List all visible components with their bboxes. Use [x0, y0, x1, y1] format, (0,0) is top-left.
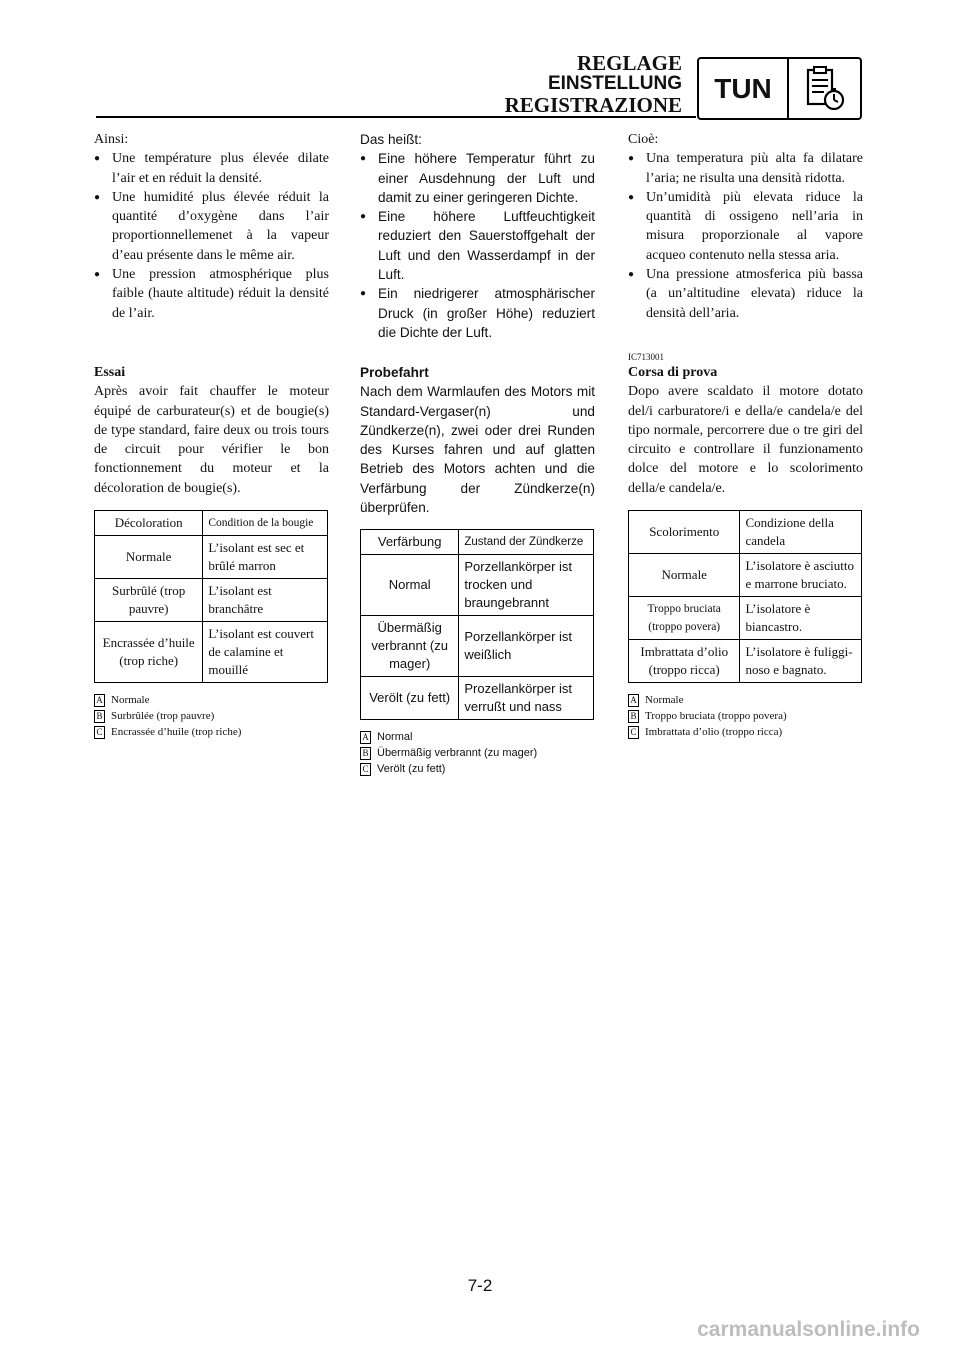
header-titles: [505, 52, 682, 116]
table-header: Scolorimento: [629, 511, 740, 554]
table-header-row: [95, 511, 328, 536]
note-text: Übermäßig verbrannt (zu mager): [377, 747, 538, 760]
fr-intro: Ainsi:: [94, 132, 129, 147]
de-bullet: ● Eine höhere Luftfeuchtigkeit reduziert den Sauerstoffgehalt der Luft und den Wasserdampf in der Luft.: [360, 207, 595, 284]
table-cell: Porzellankörper ist trocken und braungebrannt: [459, 555, 594, 616]
note-item: [360, 729, 595, 745]
note-label: A: [94, 694, 105, 707]
it-bullet: ● Un’umidità più elevata riduce la quantità di ossigeno nell’aria in misura proporzionale al vapore acqueo contenuto nella stessa aria.: [628, 188, 863, 265]
it-intro-block: [628, 130, 863, 323]
table-header: Zustand der Zündkerze: [459, 530, 594, 555]
table-row: [95, 579, 328, 622]
it-bullet: ● Una pressione atmosferica più bassa (a un’altitudine elevata) riduce la densità dell’aria.: [628, 265, 863, 323]
it-spark-plug-table: [628, 510, 862, 683]
fr-paragraph: Après avoir fait chauffer le moteur équipé de carburateur(s) et de bougie(s) de type standard, faire deux ou trois tours de circuit pour vérifier le bon fonctionnement du moteur et la décoloration de bougie(s).: [94, 384, 329, 496]
page-number: 7-2: [467, 1276, 493, 1295]
de-notes: [360, 729, 595, 777]
table-cell: L’isolatore è fuliggi-noso e bagnato.: [740, 640, 862, 683]
table-cell: Imbrattata d’olio (troppo ricca): [629, 640, 740, 683]
note-text: Normale: [111, 694, 150, 707]
de-paragraph: Nach dem Warmlaufen des Motors mit Standard-Vergaser(n) und Zündkerze(n), zwei oder drei Runden des Kurses fahren und auf glatten Betrieb des Motors achten und die Verfärbung der Zündkerze(n) überprüfen.: [360, 384, 595, 516]
table-cell: Encrassée d’huile (trop riche): [95, 622, 203, 683]
table-header-row: [629, 511, 862, 554]
watermark: carmanualsonline.info: [697, 1318, 920, 1341]
note-item: [628, 708, 863, 724]
note-label: C: [628, 726, 639, 739]
de-section-code: [360, 348, 595, 360]
fr-test-block: [94, 348, 329, 740]
it-bullet-list: [628, 149, 863, 323]
title-fr: REGLAGE: [576, 51, 682, 75]
note-text: Surbrûlée (trop pauvre): [111, 710, 215, 723]
table-row: [629, 640, 862, 683]
fr-bullet: ● Une température plus élevée dilate l’air et en réduit la densité.: [94, 149, 329, 188]
note-item: [628, 692, 863, 708]
fr-spark-plug-table: [94, 510, 328, 683]
table-cell: Troppo bruciata (troppo povera): [629, 597, 740, 640]
table-row: [629, 554, 862, 597]
de-spark-plug-table: [360, 529, 594, 720]
it-bullet: ● Una temperatura più alta fa dilatare l’aria; ne risulta una densità ridotta.: [628, 149, 863, 188]
note-item: [94, 724, 329, 740]
it-heading: Corsa di prova: [628, 365, 718, 380]
table-header: Condizione della candela: [740, 511, 862, 554]
note-item: [628, 724, 863, 740]
note-item: [94, 708, 329, 724]
table-row: [361, 555, 594, 616]
fr-notes: [94, 692, 329, 740]
fr-bullet-list: [94, 149, 329, 323]
table-header: Verfärbung: [361, 530, 459, 555]
table-cell: L’isolant est couvert de calamine et mouillé: [203, 622, 328, 683]
note-item: [94, 692, 329, 708]
note-label: A: [360, 731, 371, 744]
de-test-block: [360, 348, 595, 777]
note-label: A: [628, 694, 639, 707]
stopwatch-clipboard-icon: [789, 59, 860, 118]
section-badge: [697, 57, 862, 120]
table-cell: L’isolatore è biancastro.: [740, 597, 862, 640]
table-row: [361, 677, 594, 720]
table-cell: Normale: [95, 536, 203, 579]
fr-heading: Essai: [94, 365, 126, 380]
note-text: Encrassée d’huile (trop riche): [111, 726, 242, 739]
it-section-code: IC713001: [628, 352, 664, 362]
fr-bullet: ● Une pression atmosphérique plus faible (haute altitude) réduit la densité de l’air.: [94, 265, 329, 323]
table-row: [95, 622, 328, 683]
de-bullet-list: [360, 149, 595, 342]
note-item: [360, 745, 595, 761]
it-notes: [628, 692, 863, 740]
title-de: EINSTELLUNG: [547, 73, 682, 95]
note-label: C: [360, 763, 371, 776]
note-label: C: [94, 726, 105, 739]
note-item: [360, 761, 595, 777]
table-cell: Porzellankörper ist weißlich: [459, 616, 594, 677]
fr-intro-block: [94, 130, 329, 323]
table-cell: Surbrûlé (trop pauvre): [95, 579, 203, 622]
table-cell: L’isolant est branchâtre: [203, 579, 328, 622]
table-row: [95, 536, 328, 579]
de-intro-block: [360, 130, 595, 342]
note-text: Verölt (zu fett): [377, 763, 446, 776]
de-bullet: ● Ein niedrigerer atmosphärischer Druck (in großer Höhe) reduziert die Dichte der Luft.: [360, 284, 595, 342]
section-code: TUN: [699, 59, 789, 118]
de-bullet: ● Eine höhere Temperatur führt zu einer Ausdehnung der Luft und damit zu einer geringeren Dichte.: [360, 149, 595, 207]
table-cell: Übermäßig verbrannt (zu mager): [361, 616, 459, 677]
de-heading: Probefahrt: [360, 365, 429, 380]
header-rule: [96, 116, 696, 118]
table-header: Condition de la bougie: [203, 511, 328, 536]
table-cell: L’isolatore è asciutto e marrone bruciato.: [740, 554, 862, 597]
table-cell: L’isolant est sec et brûlé marron: [203, 536, 328, 579]
table-header-row: [361, 530, 594, 555]
note-text: Normale: [645, 694, 684, 707]
table-header: Décoloration: [95, 511, 203, 536]
table-row: [629, 597, 862, 640]
note-label: B: [94, 710, 105, 723]
it-intro: Cioè:: [628, 132, 659, 147]
note-label: B: [628, 710, 639, 723]
table-cell: Prozellankörper ist verrußt und nass: [459, 677, 594, 720]
table-cell: Verölt (zu fett): [361, 677, 459, 720]
note-text: Troppo bruciata (troppo povera): [645, 710, 787, 723]
it-paragraph: Dopo avere scaldato il motore dotato del/i carburatore/i e della/e candela/e del tipo normale, percorrere due o tre giri del circuito e controllare il funzionamento dolce del motore e lo scolorimento della/e candela/e.: [628, 384, 863, 496]
de-intro: Das heißt:: [360, 132, 422, 147]
table-cell: Normal: [361, 555, 459, 616]
fr-bullet: ● Une humidité plus élevée réduit la quantité d’oxygène dans l’air proportionnellemenet à la vapeur d’eau présente dans le même air.: [94, 188, 329, 265]
table-row: [361, 616, 594, 677]
table-cell: Normale: [629, 554, 740, 597]
note-text: Normal: [377, 731, 413, 744]
fr-section-code: [94, 348, 329, 360]
it-test-block: [628, 348, 863, 740]
title-it: REGISTRAZIONE: [504, 92, 682, 117]
note-text: Imbrattata d’olio (troppo ricca): [645, 726, 783, 739]
note-label: B: [360, 747, 371, 760]
